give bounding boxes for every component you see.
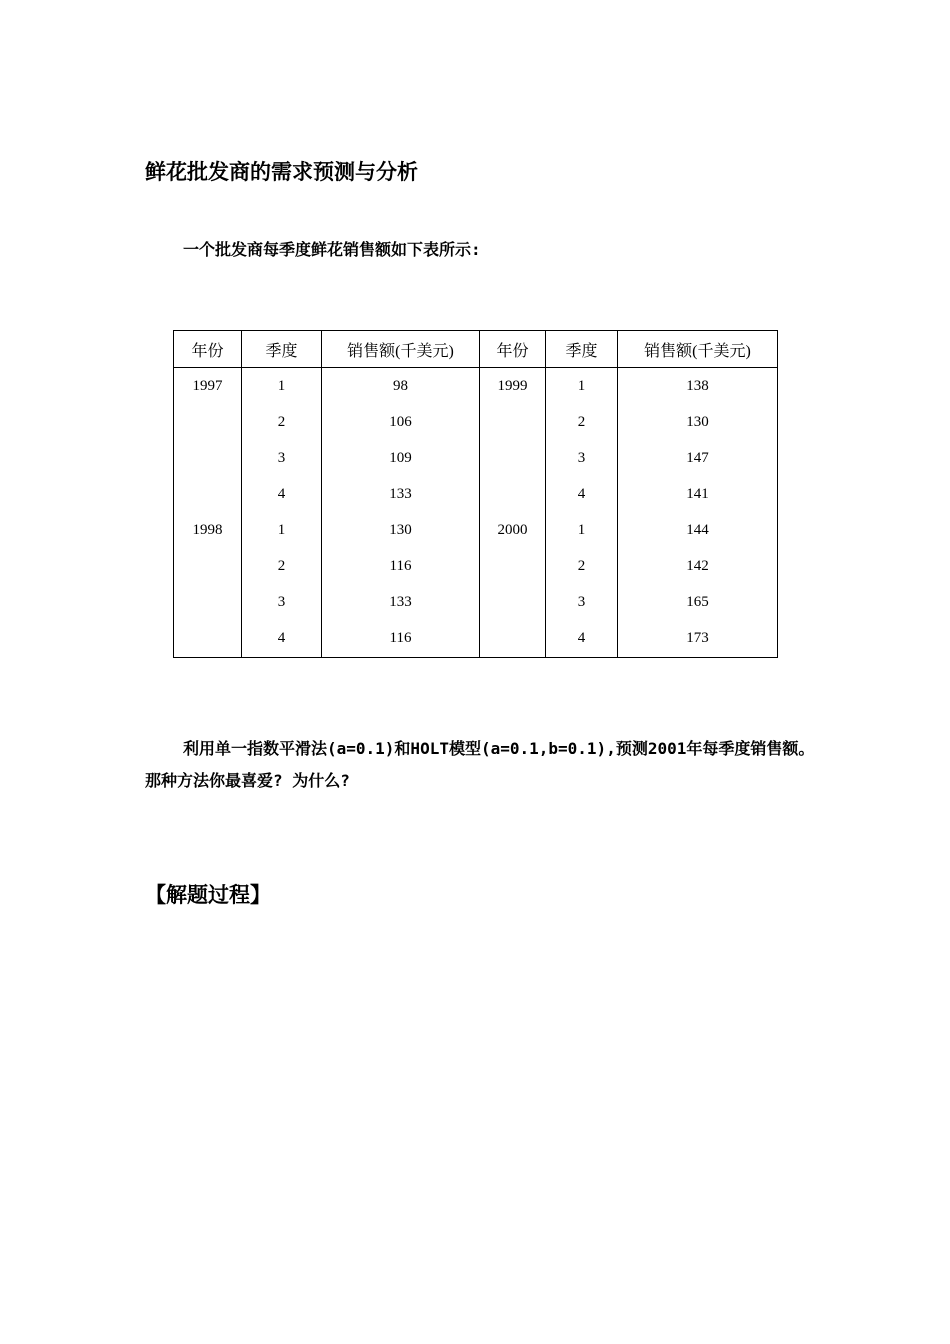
cell-quarter: 2: [242, 548, 322, 584]
cell-sales: 130: [618, 404, 778, 440]
cell-year: [174, 621, 242, 658]
cell-year: [480, 585, 546, 621]
intro-text: 一个批发商每季度鲜花销售额如下表所示:: [183, 240, 481, 259]
cell-quarter: 3: [242, 440, 322, 476]
cell-sales: 106: [322, 404, 480, 440]
sales-table: [173, 330, 778, 658]
question-text: [145, 733, 815, 797]
cell-quarter: 4: [546, 476, 618, 512]
solution-heading: 【解题过程】: [145, 883, 271, 907]
cell-year: 1997: [174, 368, 242, 405]
cell-quarter: 3: [242, 585, 322, 621]
cell-sales: 116: [322, 548, 480, 584]
cell-year: [174, 440, 242, 476]
cell-year: [480, 621, 546, 658]
cell-year: [480, 476, 546, 512]
cell-year: [174, 404, 242, 440]
table-row: [174, 548, 778, 584]
cell-year: [480, 440, 546, 476]
cell-quarter: 1: [242, 512, 322, 548]
header-sales-2: 销售额(千美元): [618, 331, 778, 368]
cell-quarter: 4: [546, 621, 618, 658]
cell-sales: 133: [322, 585, 480, 621]
cell-quarter: 2: [242, 404, 322, 440]
cell-year: [174, 476, 242, 512]
question-body: 利用单一指数平滑法(a=0.1)和HOLT模型(a=0.1,b=0.1),预测2001年每季度销售额。那种方法你最喜爱? 为什么?: [145, 739, 815, 790]
cell-year: 1998: [174, 512, 242, 548]
table-header-row: [174, 331, 778, 368]
cell-sales: 130: [322, 512, 480, 548]
cell-sales: 116: [322, 621, 480, 658]
cell-year: [480, 404, 546, 440]
cell-sales: 133: [322, 476, 480, 512]
cell-quarter: 1: [546, 512, 618, 548]
cell-year: [174, 548, 242, 584]
cell-quarter: 1: [546, 368, 618, 405]
cell-sales: 138: [618, 368, 778, 405]
cell-quarter: 3: [546, 440, 618, 476]
cell-quarter: 1: [242, 368, 322, 405]
table-row: [174, 476, 778, 512]
table-row: [174, 368, 778, 405]
table-row: [174, 440, 778, 476]
cell-sales: 109: [322, 440, 480, 476]
header-quarter-2: 季度: [546, 331, 618, 368]
cell-quarter: 4: [242, 621, 322, 658]
cell-year: 1999: [480, 368, 546, 405]
cell-sales: 98: [322, 368, 480, 405]
cell-quarter: 4: [242, 476, 322, 512]
header-year-1: 年份: [174, 331, 242, 368]
cell-sales: 147: [618, 440, 778, 476]
header-sales-1: 销售额(千美元): [322, 331, 480, 368]
cell-quarter: 2: [546, 548, 618, 584]
header-quarter-1: 季度: [242, 331, 322, 368]
cell-quarter: 3: [546, 585, 618, 621]
header-year-2: 年份: [480, 331, 546, 368]
table-row: [174, 585, 778, 621]
cell-year: 2000: [480, 512, 546, 548]
cell-year: [174, 585, 242, 621]
cell-sales: 142: [618, 548, 778, 584]
cell-year: [480, 548, 546, 584]
cell-quarter: 2: [546, 404, 618, 440]
cell-sales: 141: [618, 476, 778, 512]
table-row: [174, 404, 778, 440]
cell-sales: 165: [618, 585, 778, 621]
cell-sales: 173: [618, 621, 778, 658]
page-title: 鲜花批发商的需求预测与分析: [145, 160, 418, 184]
table-row: [174, 512, 778, 548]
table-row: [174, 621, 778, 658]
cell-sales: 144: [618, 512, 778, 548]
